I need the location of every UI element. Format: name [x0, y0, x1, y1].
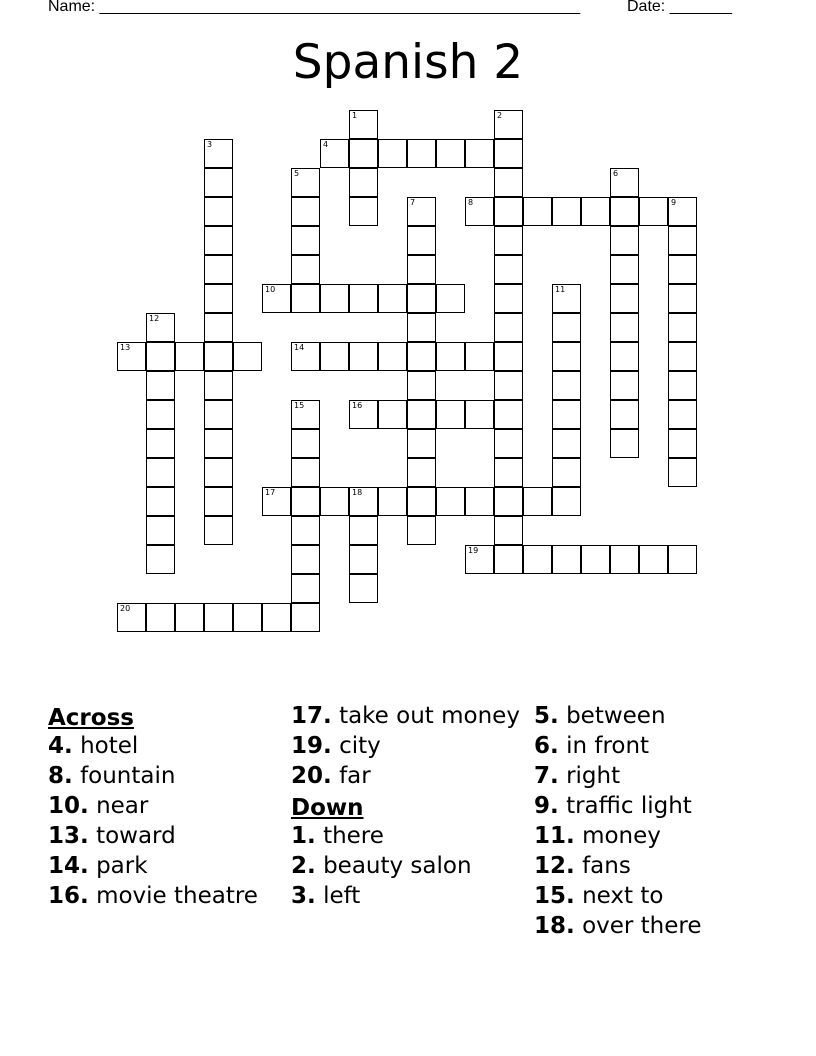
crossword-cell[interactable]	[610, 429, 639, 458]
clue-number: 5.	[534, 703, 559, 729]
clue-down-6	[534, 733, 769, 759]
clue-number: 7.	[534, 763, 559, 789]
crossword-cell[interactable]	[494, 429, 523, 458]
clue-down-12	[534, 853, 769, 879]
clue-across-20	[291, 763, 526, 789]
clue-text: take out money	[339, 703, 520, 729]
crossword-cell[interactable]	[262, 487, 291, 516]
crossword-cell[interactable]	[552, 342, 581, 371]
crossword-cell[interactable]	[581, 197, 610, 226]
crossword-cell[interactable]	[639, 545, 668, 574]
clue-text: fountain	[80, 763, 176, 789]
clue-number-label: 9	[671, 198, 677, 207]
crossword-cell[interactable]	[465, 342, 494, 371]
clue-across-13	[48, 823, 283, 849]
crossword-cell[interactable]	[175, 342, 204, 371]
crossword-cell[interactable]	[291, 197, 320, 226]
clue-number-label: 5	[294, 169, 300, 178]
across-heading: Across	[48, 705, 134, 731]
crossword-cell[interactable]	[291, 342, 320, 371]
crossword-cell[interactable]	[349, 400, 378, 429]
clue-number: 11.	[534, 823, 575, 849]
crossword-cell[interactable]	[494, 313, 523, 342]
clue-text: hotel	[80, 733, 139, 759]
crossword-cell[interactable]	[349, 342, 378, 371]
clue-number: 9.	[534, 793, 559, 819]
crossword-cell[interactable]	[146, 313, 175, 342]
crossword-cell[interactable]	[320, 342, 349, 371]
clue-across-8	[48, 763, 283, 789]
crossword-cell[interactable]	[668, 429, 697, 458]
crossword-cell[interactable]	[610, 342, 639, 371]
crossword-cell[interactable]	[146, 516, 175, 545]
clue-number-label: 6	[613, 169, 619, 178]
crossword-cell[interactable]	[494, 400, 523, 429]
clue-down-11	[534, 823, 769, 849]
crossword-cell[interactable]	[146, 371, 175, 400]
crossword-cell[interactable]	[552, 429, 581, 458]
crossword-cell[interactable]	[407, 226, 436, 255]
clue-column-1	[48, 703, 283, 913]
clue-text: there	[323, 823, 384, 849]
clue-number-label: 13	[120, 343, 131, 352]
clue-down-3	[291, 883, 526, 909]
crossword-cell[interactable]	[436, 342, 465, 371]
crossword-cell[interactable]	[291, 574, 320, 603]
crossword-cell[interactable]	[668, 313, 697, 342]
crossword-cell[interactable]	[320, 487, 349, 516]
crossword-cell[interactable]	[204, 371, 233, 400]
crossword-cell[interactable]	[349, 168, 378, 197]
crossword-cell[interactable]	[494, 168, 523, 197]
crossword-cell[interactable]	[494, 139, 523, 168]
clue-text: between	[566, 703, 666, 729]
clue-number-label: 8	[468, 198, 474, 207]
crossword-cell[interactable]	[610, 313, 639, 342]
clue-number: 6.	[534, 733, 559, 759]
clue-down-18	[534, 913, 769, 939]
clue-across-16	[48, 883, 283, 909]
crossword-cell[interactable]	[494, 197, 523, 226]
clue-number: 17.	[291, 703, 332, 729]
crossword-cell[interactable]	[523, 487, 552, 516]
clue-down-9	[534, 793, 769, 819]
crossword-cell[interactable]	[407, 139, 436, 168]
crossword-cell[interactable]	[610, 255, 639, 284]
crossword-cell[interactable]	[291, 487, 320, 516]
crossword-cell[interactable]	[552, 313, 581, 342]
clue-text: over there	[582, 913, 702, 939]
crossword-cell[interactable]	[668, 255, 697, 284]
crossword-cell[interactable]	[262, 603, 291, 632]
crossword-cell[interactable]	[610, 400, 639, 429]
clue-number: 20.	[291, 763, 332, 789]
clue-number-label: 14	[294, 343, 305, 352]
clue-number-label: 1	[352, 111, 358, 120]
crossword-cell[interactable]	[349, 197, 378, 226]
crossword-cell[interactable]	[146, 487, 175, 516]
crossword-cell[interactable]	[291, 284, 320, 313]
clue-across-19	[291, 733, 526, 759]
crossword-cell[interactable]	[552, 545, 581, 574]
clue-number-label: 2	[497, 111, 503, 120]
clue-number: 15.	[534, 883, 575, 909]
crossword-cell[interactable]	[436, 139, 465, 168]
clue-number-label: 19	[468, 546, 479, 555]
crossword-cell[interactable]	[610, 226, 639, 255]
crossword-cell[interactable]	[494, 458, 523, 487]
crossword-cell[interactable]	[320, 284, 349, 313]
crossword-cell[interactable]	[552, 400, 581, 429]
clue-text: toward	[96, 823, 176, 849]
clue-across-10	[48, 793, 283, 819]
clue-number: 2.	[291, 853, 316, 879]
crossword-cell[interactable]	[407, 197, 436, 226]
crossword-cell[interactable]	[204, 197, 233, 226]
crossword-cell[interactable]	[349, 110, 378, 139]
crossword-cell[interactable]	[117, 603, 146, 632]
crossword-cell[interactable]	[320, 139, 349, 168]
crossword-cell[interactable]	[291, 429, 320, 458]
clue-number: 19.	[291, 733, 332, 759]
clue-down-7	[534, 763, 769, 789]
crossword-cell[interactable]	[349, 487, 378, 516]
crossword-cell[interactable]	[291, 545, 320, 574]
clue-text: near	[96, 793, 149, 819]
clue-number: 8.	[48, 763, 73, 789]
clue-text: far	[339, 763, 371, 789]
crossword-cell[interactable]	[668, 458, 697, 487]
crossword-cell[interactable]	[523, 197, 552, 226]
crossword-cell[interactable]	[378, 487, 407, 516]
crossword-cell[interactable]	[262, 284, 291, 313]
crossword-cell[interactable]	[175, 603, 204, 632]
clue-number-label: 15	[294, 401, 305, 410]
crossword-cell[interactable]	[349, 574, 378, 603]
clue-number: 12.	[534, 853, 575, 879]
crossword-cell[interactable]	[204, 342, 233, 371]
crossword-cell[interactable]	[204, 139, 233, 168]
clue-number-label: 7	[410, 198, 416, 207]
crossword-cell[interactable]	[378, 139, 407, 168]
clue-column-2	[291, 703, 526, 913]
crossword-cell[interactable]	[233, 342, 262, 371]
crossword-cell[interactable]	[291, 400, 320, 429]
crossword-cell[interactable]	[494, 371, 523, 400]
crossword-cell[interactable]	[204, 603, 233, 632]
clue-number-label: 11	[555, 285, 566, 294]
crossword-cell[interactable]	[465, 487, 494, 516]
crossword-cell[interactable]	[552, 487, 581, 516]
clue-number-label: 17	[265, 488, 276, 497]
clue-column-3	[534, 703, 769, 943]
crossword-cell[interactable]	[146, 545, 175, 574]
crossword-cell[interactable]	[494, 545, 523, 574]
clue-text: left	[323, 883, 361, 909]
crossword-cell[interactable]	[146, 603, 175, 632]
clue-down-15	[534, 883, 769, 909]
date-field[interactable]: Date: _______	[627, 0, 732, 15]
clue-number: 1.	[291, 823, 316, 849]
clue-number: 10.	[48, 793, 89, 819]
crossword-cell[interactable]	[668, 342, 697, 371]
clue-number: 4.	[48, 733, 73, 759]
clue-across-17	[291, 703, 526, 729]
clue-number: 18.	[534, 913, 575, 939]
clue-number-label: 18	[352, 488, 363, 497]
crossword-cell[interactable]	[204, 255, 233, 284]
clue-number: 14.	[48, 853, 89, 879]
crossword-cell[interactable]	[436, 400, 465, 429]
crossword-cell[interactable]	[610, 371, 639, 400]
crossword-cell[interactable]	[407, 429, 436, 458]
crossword-cell[interactable]	[204, 429, 233, 458]
page-title: Spanish 2	[292, 35, 524, 90]
clue-text: park	[96, 853, 148, 879]
crossword-cell[interactable]	[204, 458, 233, 487]
crossword-cell[interactable]	[204, 313, 233, 342]
crossword-cell[interactable]	[494, 284, 523, 313]
crossword-cell[interactable]	[494, 255, 523, 284]
crossword-cell[interactable]	[610, 284, 639, 313]
crossword-cell[interactable]	[204, 400, 233, 429]
crossword-cell[interactable]	[668, 400, 697, 429]
crossword-cell[interactable]	[291, 168, 320, 197]
clue-number-label: 10	[265, 285, 276, 294]
crossword-cell[interactable]	[349, 284, 378, 313]
crossword-cell[interactable]	[349, 139, 378, 168]
crossword-cell[interactable]	[378, 400, 407, 429]
crossword-cell[interactable]	[610, 197, 639, 226]
crossword-cell[interactable]	[204, 168, 233, 197]
clue-number: 13.	[48, 823, 89, 849]
crossword-cell[interactable]	[407, 313, 436, 342]
clue-number-label: 3	[207, 140, 213, 149]
crossword-cell[interactable]	[407, 400, 436, 429]
crossword-cell[interactable]	[552, 284, 581, 313]
crossword-cell[interactable]	[291, 255, 320, 284]
crossword-cell[interactable]	[668, 226, 697, 255]
clue-number-label: 4	[323, 140, 329, 149]
crossword-cell[interactable]	[668, 284, 697, 313]
crossword-cell[interactable]	[407, 342, 436, 371]
crossword-cell[interactable]	[552, 197, 581, 226]
clue-number-label: 12	[149, 314, 160, 323]
crossword-cell[interactable]	[552, 458, 581, 487]
clue-number: 16.	[48, 883, 89, 909]
crossword-cell[interactable]	[465, 197, 494, 226]
crossword-cell[interactable]	[146, 458, 175, 487]
crossword-cell[interactable]	[291, 603, 320, 632]
crossword-cell[interactable]	[668, 545, 697, 574]
crossword-cell[interactable]	[204, 226, 233, 255]
crossword-cell[interactable]	[523, 545, 552, 574]
crossword-cell[interactable]	[668, 371, 697, 400]
crossword-cell[interactable]	[552, 371, 581, 400]
clue-text: movie theatre	[96, 883, 258, 909]
crossword-cell[interactable]	[407, 284, 436, 313]
clue-across-14	[48, 853, 283, 879]
clue-down-2	[291, 853, 526, 879]
crossword-cell[interactable]	[436, 487, 465, 516]
crossword-cell[interactable]	[581, 545, 610, 574]
crossword-cell[interactable]	[349, 516, 378, 545]
name-field[interactable]: Name: ______________________________________________________	[48, 0, 581, 15]
clue-text: right	[566, 763, 621, 789]
crossword-cell[interactable]	[233, 603, 262, 632]
crossword-cell[interactable]	[436, 284, 465, 313]
crossword-cell[interactable]	[291, 516, 320, 545]
crossword-cell[interactable]	[668, 197, 697, 226]
crossword-cell[interactable]	[639, 197, 668, 226]
crossword-cell[interactable]	[291, 226, 320, 255]
clue-text: traffic light	[566, 793, 692, 819]
crossword-cell[interactable]	[291, 458, 320, 487]
crossword-cell[interactable]	[407, 487, 436, 516]
clue-number-label: 20	[120, 604, 131, 613]
clue-number: 3.	[291, 883, 316, 909]
crossword-cell[interactable]	[407, 458, 436, 487]
crossword-cell[interactable]	[117, 342, 146, 371]
crossword-cell[interactable]	[465, 139, 494, 168]
clue-text: city	[339, 733, 381, 759]
clue-text: in front	[566, 733, 650, 759]
crossword-cell[interactable]	[465, 545, 494, 574]
crossword-cell[interactable]	[146, 342, 175, 371]
crossword-cell[interactable]	[494, 226, 523, 255]
crossword-cell[interactable]	[204, 487, 233, 516]
crossword-cell[interactable]	[494, 110, 523, 139]
crossword-cell[interactable]	[610, 168, 639, 197]
crossword-cell[interactable]	[494, 487, 523, 516]
crossword-cell[interactable]	[407, 516, 436, 545]
clue-text: fans	[582, 853, 631, 879]
crossword-cell[interactable]	[378, 284, 407, 313]
clue-text: next to	[582, 883, 664, 909]
clue-text: beauty salon	[323, 853, 472, 879]
clue-across-4	[48, 733, 283, 759]
crossword-cell[interactable]	[610, 545, 639, 574]
clue-down-5	[534, 703, 769, 729]
crossword-cell[interactable]	[494, 516, 523, 545]
clue-down-1	[291, 823, 526, 849]
crossword-cell[interactable]	[494, 342, 523, 371]
clue-number-label: 16	[352, 401, 363, 410]
crossword-cell[interactable]	[349, 545, 378, 574]
crossword-cell[interactable]	[407, 255, 436, 284]
crossword-cell[interactable]	[407, 371, 436, 400]
clue-text: money	[582, 823, 661, 849]
crossword-cell[interactable]	[378, 342, 407, 371]
crossword-cell[interactable]	[146, 400, 175, 429]
crossword-cell[interactable]	[204, 284, 233, 313]
crossword-cell[interactable]	[465, 400, 494, 429]
crossword-cell[interactable]	[204, 516, 233, 545]
down-heading: Down	[291, 795, 364, 821]
crossword-cell[interactable]	[146, 429, 175, 458]
